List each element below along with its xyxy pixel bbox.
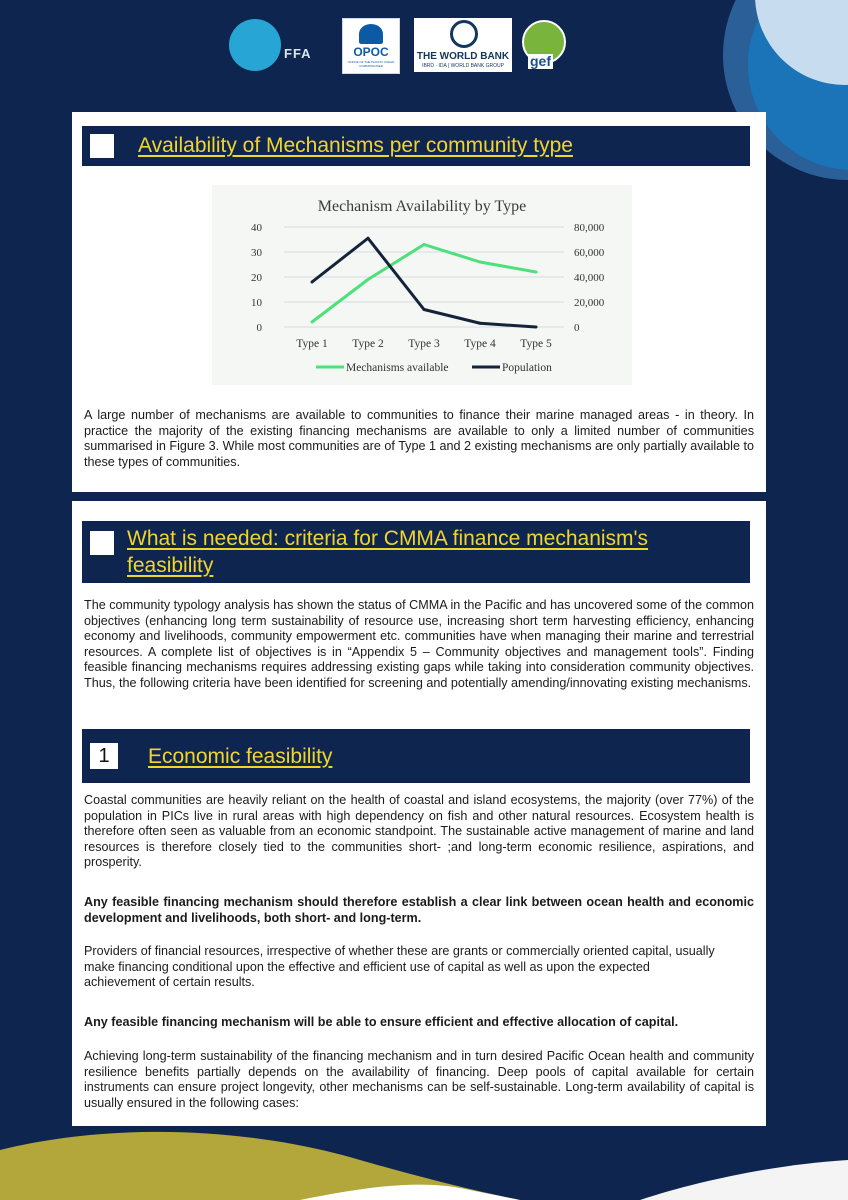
y-left-tick-label: 10 [251,297,262,309]
legend-label: Mechanisms available [346,362,449,374]
data-point [535,326,538,329]
ffa-logo-text: FFA [284,46,312,61]
y-right-tick-label: 0 [574,322,580,334]
data-point [367,237,370,240]
section2-paragraph: The community typology analysis has shown the status of CMMA in the Pacific and has uncovered some of the common objectives (enhancing long term sustainability of resource use, increasing short term harvesting efficiency, enhancing economy and livelihoods, community empowerment etc. communities have when managing their marine and terrestrial resources. A complete list of objectives is in “Appendix 5 – Community objectives and management tools”. Finding feasible financing mechanisms requires addressing existing gaps while taking into consideration community objectives. Thus, the following criteria have been identified for screening and potentially amending/innovating existing mechanisms. [84,598,754,690]
y-left-tick-label: 40 [251,222,262,234]
data-point [479,322,482,325]
economic-paragraph-5: Achieving long-term sustainability of the financing mechanism and in turn desired Pacific Ocean health and community resilience benefits partially depends on the availability of financing. Deep pools of capital available for certain instruments can ensure project longevity, other mechanisms can be self-sustainable. Long-term availability of capital is usually ensured in the following cases: [84,1049,754,1110]
checkbox-square-icon [90,531,114,555]
x-tick-label: Type 3 [408,338,440,350]
ffa-logo [222,16,312,74]
opoc-logo-subtext: OFFICE OF THE PACIFIC OCEAN COMMISSIONER [347,60,395,68]
section-title: Economic feasibility [148,745,333,768]
economic-paragraph-2: Any feasible financing mechanism should therefore establish a clear link between ocean health and economic development and livelihoods, both short- and long-term. [84,895,754,925]
world-bank-logo-subtext: IBRD · IDA | WORLD BANK GROUP [422,63,504,69]
section-title-line2: feasibility [127,554,214,577]
data-point [423,308,426,311]
x-tick-label: Type 1 [296,338,328,350]
legend-label: Population [502,362,552,374]
y-left-tick-label: 0 [256,322,262,334]
x-tick-label: Type 4 [464,338,496,350]
world-bank-logo-text: THE WORLD BANK [416,51,510,62]
data-point [423,243,426,246]
section-banner [82,126,750,166]
data-point [311,321,314,324]
checkbox-square-icon [90,134,114,158]
section1-paragraph: A large number of mechanisms are available to communities to finance their marine managed areas - in theory. In practice the majority of the existing financing mechanisms are available to only a limited number of communities summarised in Figure 3. While most communities are of Type 1 and 2 existing mechanisms are only partially available to these types of communities. [84,408,754,469]
gef-logo-text: gef [530,53,551,69]
mechanism-availability-chart [212,185,632,385]
opoc-logo [342,18,400,74]
opoc-emblem-icon [359,24,383,44]
x-tick-label: Type 5 [520,338,552,350]
x-tick-label: Type 2 [352,338,384,350]
ffa-wave-icon [229,19,281,71]
y-left-tick-label: 20 [251,272,262,284]
section-title-line1: What is needed: criteria for CMMA finance mechanism's [127,527,649,550]
y-right-tick-label: 80,000 [574,222,605,234]
chart-svg [212,185,632,385]
y-right-tick-label: 20,000 [574,297,605,309]
section-banner [82,521,750,583]
section-number: 1 [90,743,118,769]
mechanisms-availability-card [72,112,766,492]
feasibility-criteria-card [72,501,766,1126]
opoc-logo-text: OPOC [353,45,389,59]
globe-icon [450,20,478,48]
data-point [535,271,538,274]
y-right-tick-label: 60,000 [574,247,605,259]
section-title [127,525,747,579]
economic-paragraph-4: Any feasible financing mechanism will be able to ensure efficient and effective allocation of capital. [84,1015,679,1029]
world-bank-logo [414,18,512,72]
chart-title: Mechanism Availability by Type [317,198,527,215]
y-left-tick-label: 30 [251,247,262,259]
section-title: Availability of Mechanisms per community type [138,134,573,157]
bottom-wave-decoration [0,1120,848,1200]
data-point [479,261,482,264]
data-point [367,278,370,281]
data-point [311,281,314,284]
economic-paragraph-1: Coastal communities are heavily reliant on the health of coastal and island ecosystems, the majority (over 77%) of the population in PICs live in rural areas with high dependency on fish and other natural resources. Ecosystem health is therefore often seen as valuable from an economic standpoint. The sustainable active management of marine and land resources is therefore closely tied to the communities short- ;and long-term economic resilience, aspirations, and prosperity. [84,793,754,870]
gef-logo [522,18,568,72]
section-banner [82,729,750,783]
y-right-tick-label: 40,000 [574,272,605,284]
economic-paragraph-3: Providers of financial resources, irrespective of whether these are grants or commercially oriented capital, usually make financing conditional upon the effective and efficient use of capital as well as upon the expected achievement of certain results. [84,944,715,990]
